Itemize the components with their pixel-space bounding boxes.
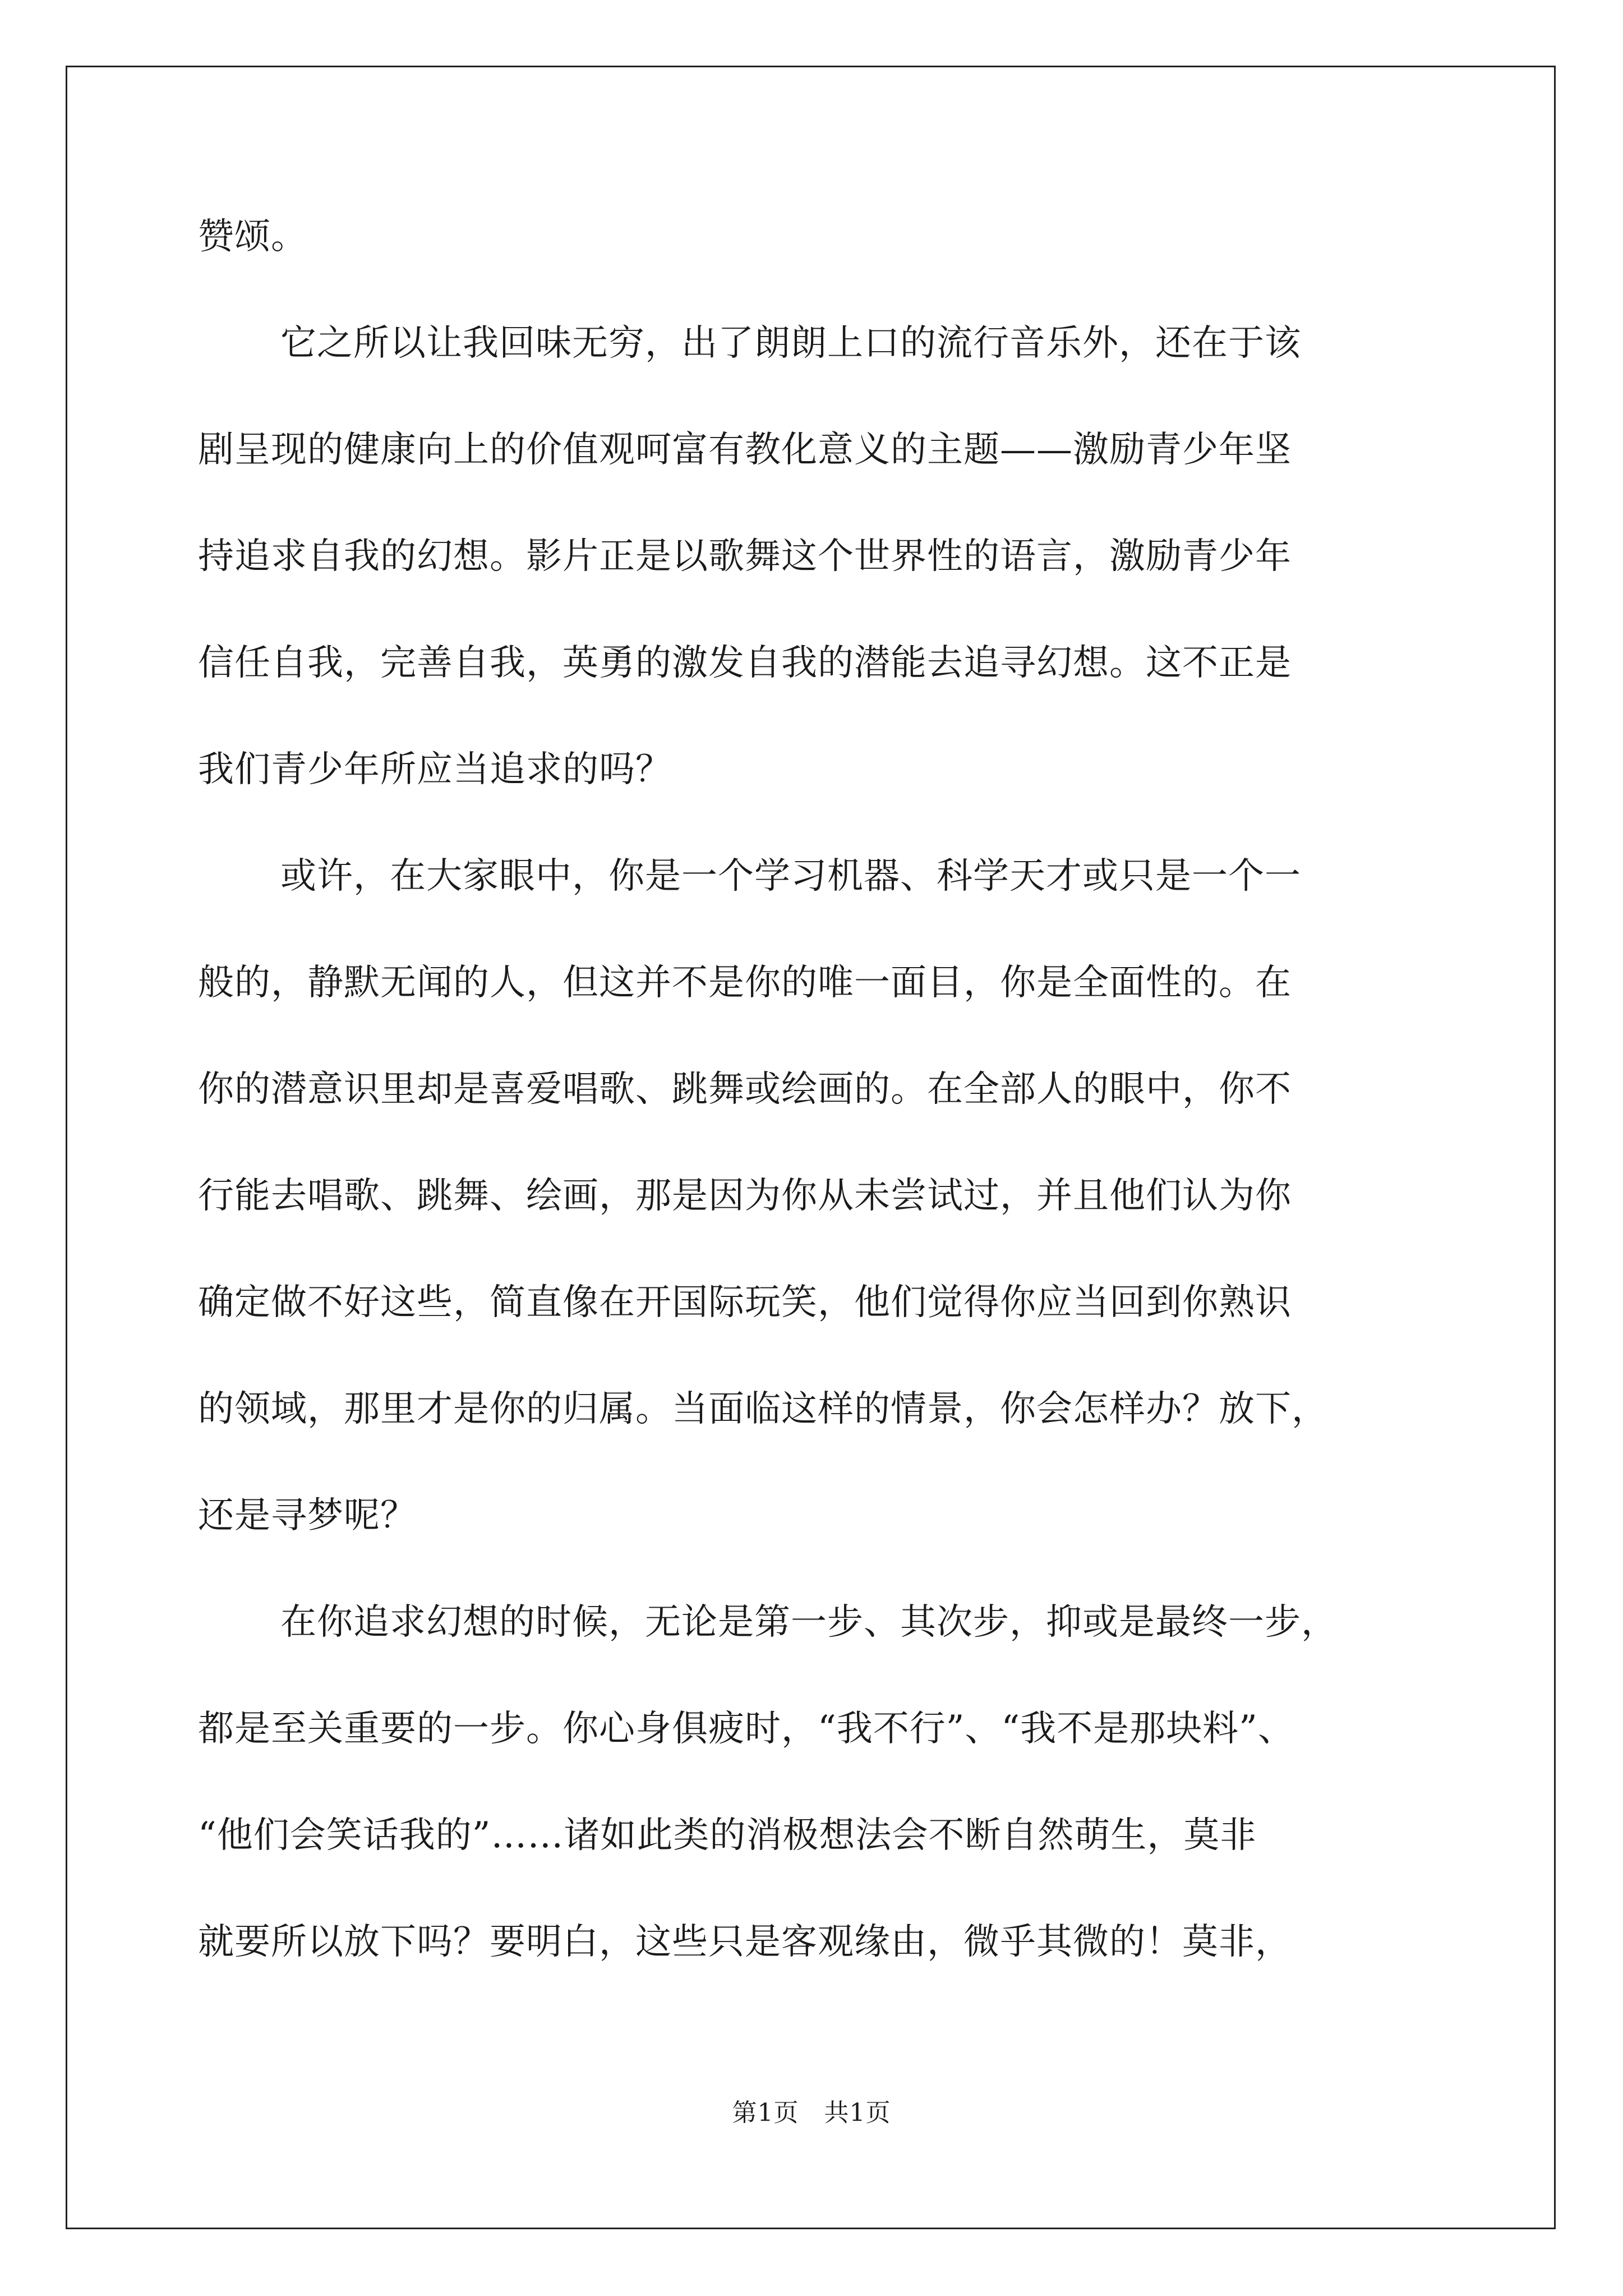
text-line: 持追求自我的幻想。影片正是以歌舞这个世界性的语言，激励青少年 [198,536,1292,577]
text-line: 确定做不好这些，简直像在开国际玩笑，他们觉得你应当回到你熟识 [198,1282,1292,1323]
text-line: 赞颂。 [198,216,307,257]
text-line: 还是寻梦呢？ [198,1495,417,1536]
text-line: 它之所以让我回味无穷，出了朗朗上口的流行音乐外，还在于该 [280,323,1301,364]
page-border [66,66,1556,2229]
text-line: 的领域，那里才是你的归属。当面临这样的情景，你会怎样办？放下， [198,1388,1328,1430]
text-line: 剧呈现的健康向上的价值观呵富有教化意义的主题——激励青少年坚 [198,429,1292,471]
text-line: 信任自我，完善自我，英勇的激发自我的潜能去追寻幻想。这不正是 [198,642,1292,684]
text-line: 就要所以放下吗？要明白，这些只是客观缘由，微乎其微的！莫非， [198,1921,1292,1963]
text-line: 都是至关重要的一步。你心身俱疲时，“我不行”、“我不是那块料”、 [198,1708,1294,1750]
text-line: 行能去唱歌、跳舞、绘画，那是因为你从未尝试过，并且他们认为你 [198,1175,1292,1217]
text-line: 你的潜意识里却是喜爱唱歌、跳舞或绘画的。在全部人的眼中，你不 [198,1069,1292,1110]
text-line: 般的，静默无闻的人，但这并不是你的唯一面目，你是全面性的。在 [198,962,1292,1004]
text-line: “他们会笑话我的”……诸如此类的消极想法会不断自然萌生，莫非 [198,1815,1257,1856]
text-line: 或许，在大家眼中，你是一个学习机器、科学天才或只是一个一 [280,855,1301,897]
page-footer: 第1页 共1页 [732,2099,891,2127]
text-line: 我们青少年所应当追求的吗？ [198,749,672,790]
text-line: 在你追求幻想的时候，无论是第一步、其次步，抑或是最终一步， [280,1602,1338,1643]
